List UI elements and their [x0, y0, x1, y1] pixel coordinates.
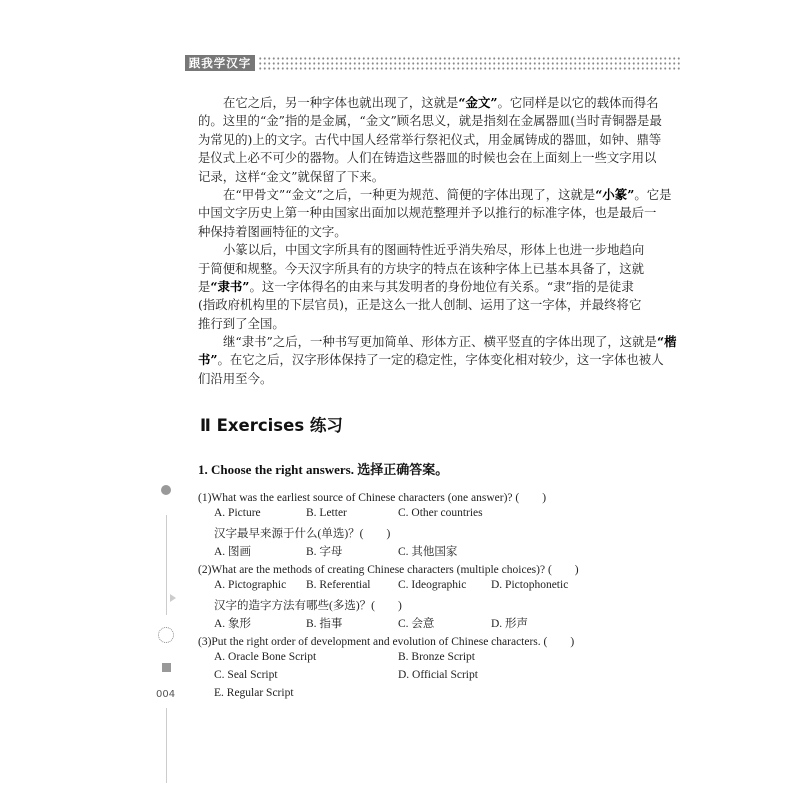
- q2-option-d-cn: D. 形声: [491, 618, 529, 630]
- text-segment: 小篆以后，中国文字所具有的图画特性近乎消失殆尽，形体上也进一步地趋向: [223, 242, 645, 258]
- text-segment: 种保持着图画特征的文字。: [198, 223, 347, 239]
- q2-option-b: B. Referential: [306, 579, 371, 591]
- text-line: [198, 241, 645, 259]
- margin-dot-icon: [161, 485, 171, 495]
- margin-dotted-circle-icon: [158, 627, 174, 643]
- page-number: 004: [156, 689, 176, 700]
- emphasized-term: “隶书”: [210, 278, 250, 294]
- section-numeral: Ⅱ: [200, 416, 211, 435]
- text-line: [198, 315, 602, 333]
- header-dotted-rule: [258, 56, 680, 70]
- section-heading: [200, 412, 343, 436]
- question-2-prompt-cn: 汉字的造字方法有哪些(多选)？( ): [214, 600, 402, 612]
- text-segment: 。在它之后，汉字形体保持了一定的稳定性，字体变化相对较少，这一字体也被人: [217, 352, 664, 368]
- body-text: [198, 94, 677, 388]
- margin-rule-upper: [166, 515, 167, 615]
- text-line: [198, 333, 677, 351]
- emphasized-term: “楷: [656, 334, 677, 350]
- text-segment: 是: [198, 278, 211, 294]
- q2-option-c: C. Ideographic: [398, 579, 467, 591]
- text-line: [198, 131, 662, 149]
- text-segment: 中国文字历史上第一种由国家出面加以规范整理并予以推行的标准字体，也是最后一: [198, 205, 657, 221]
- question-1-prompt-cn: 汉字最早来源于什么(单选)？( ): [214, 528, 391, 540]
- q2-option-a-cn: A. 象形: [214, 618, 252, 630]
- margin-rule-lower: [166, 708, 167, 783]
- running-header-title: 跟我学汉字: [185, 55, 255, 71]
- text-line: [198, 223, 602, 241]
- q2-option-d: D. Pictophonetic: [491, 579, 569, 591]
- text-line: [198, 370, 602, 388]
- margin-square-icon: [162, 663, 171, 672]
- text-line: [198, 204, 657, 222]
- q1-option-b-cn: B. 字母: [306, 546, 343, 558]
- text-line: [198, 351, 664, 369]
- text-line: [198, 260, 645, 278]
- section-title: Exercises 练习: [216, 416, 343, 435]
- q3-option-a: A. Oracle Bone Script: [214, 651, 317, 663]
- question-3-prompt: (3)Put the right order of development and evolution of Chinese characters. ( ): [198, 636, 575, 648]
- text-line: [198, 168, 602, 186]
- text-segment: 在“甲骨文”“金文”之后，一种更为规范、简便的字体出现了，这就是: [223, 186, 596, 202]
- q1-option-b: B. Letter: [306, 507, 347, 519]
- text-segment: (指政府机构里的下层官员)，正是这么一批人创制、运用了这一字体，并最终将它: [198, 297, 642, 313]
- text-line: [198, 149, 657, 167]
- text-segment: 。它同样是以它的载体而得名: [497, 95, 659, 110]
- text-segment: 于简便和规整。今天汉字所具有的方块字的特点在该种字体上已基本具备了，这就: [198, 260, 645, 276]
- q2-option-b-cn: B. 指事: [306, 618, 343, 630]
- text-line: [198, 296, 642, 314]
- text-line: [198, 278, 634, 296]
- q3-option-c: C. Seal Script: [214, 669, 278, 681]
- text-segment: 继“隶书”之后，一种书写更加简单、形体方正、横平竖直的字体出现了，这就是: [223, 334, 657, 350]
- margin-triangle-icon: [170, 594, 176, 602]
- q1-option-c: C. Other countries: [398, 507, 483, 519]
- text-segment: 们沿用至今。: [198, 370, 273, 386]
- text-line: [198, 186, 672, 204]
- emphasized-term: 书”: [198, 352, 218, 368]
- text-line: [198, 112, 662, 130]
- text-segment: 记录，这样“金文”就保留了下来。: [198, 168, 385, 184]
- q1-option-c-cn: C. 其他国家: [398, 546, 458, 558]
- text-segment: 在它之后，另一种字体也就出现了，这就是: [223, 95, 459, 110]
- text-line: [198, 94, 659, 112]
- emphasized-term: “小篆”: [595, 186, 635, 202]
- text-segment: 推行到了全国。: [198, 315, 285, 331]
- task-title: 1. Choose the right answers. 选择正确答案。: [198, 462, 449, 477]
- question-2-prompt: (2)What are the methods of creating Chinese characters (multiple choices)? ( ): [198, 564, 579, 576]
- q2-option-c-cn: C. 会意: [398, 618, 435, 630]
- q3-option-b: B. Bronze Script: [398, 651, 475, 663]
- q3-option-d: D. Official Script: [398, 669, 478, 681]
- text-segment: 。这一字体得名的由来与其发明者的身份地位有关系。“隶”指的是徒隶: [249, 278, 634, 294]
- q1-option-a: A. Picture: [214, 507, 261, 519]
- text-segment: 为常见的)上的文字。古代中国人经常举行祭祀仪式，用金属铸成的器皿，如钟、鼎等: [198, 131, 662, 147]
- q1-option-a-cn: A. 图画: [214, 546, 252, 558]
- question-1-prompt: (1)What was the earliest source of Chinese characters (one answer)? ( ): [198, 492, 547, 504]
- text-segment: 是仪式上必不可少的器物。人们在铸造这些器皿的时候也会在上面刻上一些文字用以: [198, 150, 657, 166]
- text-segment: 的。这里的“金”指的是金属，“金文”顾名思义，就是指刻在金属器皿(当时青铜器是最: [198, 113, 662, 129]
- text-segment: 。它是: [634, 186, 672, 202]
- q2-option-a: A. Pictographic: [214, 579, 287, 591]
- q3-option-e: E. Regular Script: [214, 687, 294, 699]
- emphasized-term: “金文”: [458, 95, 498, 110]
